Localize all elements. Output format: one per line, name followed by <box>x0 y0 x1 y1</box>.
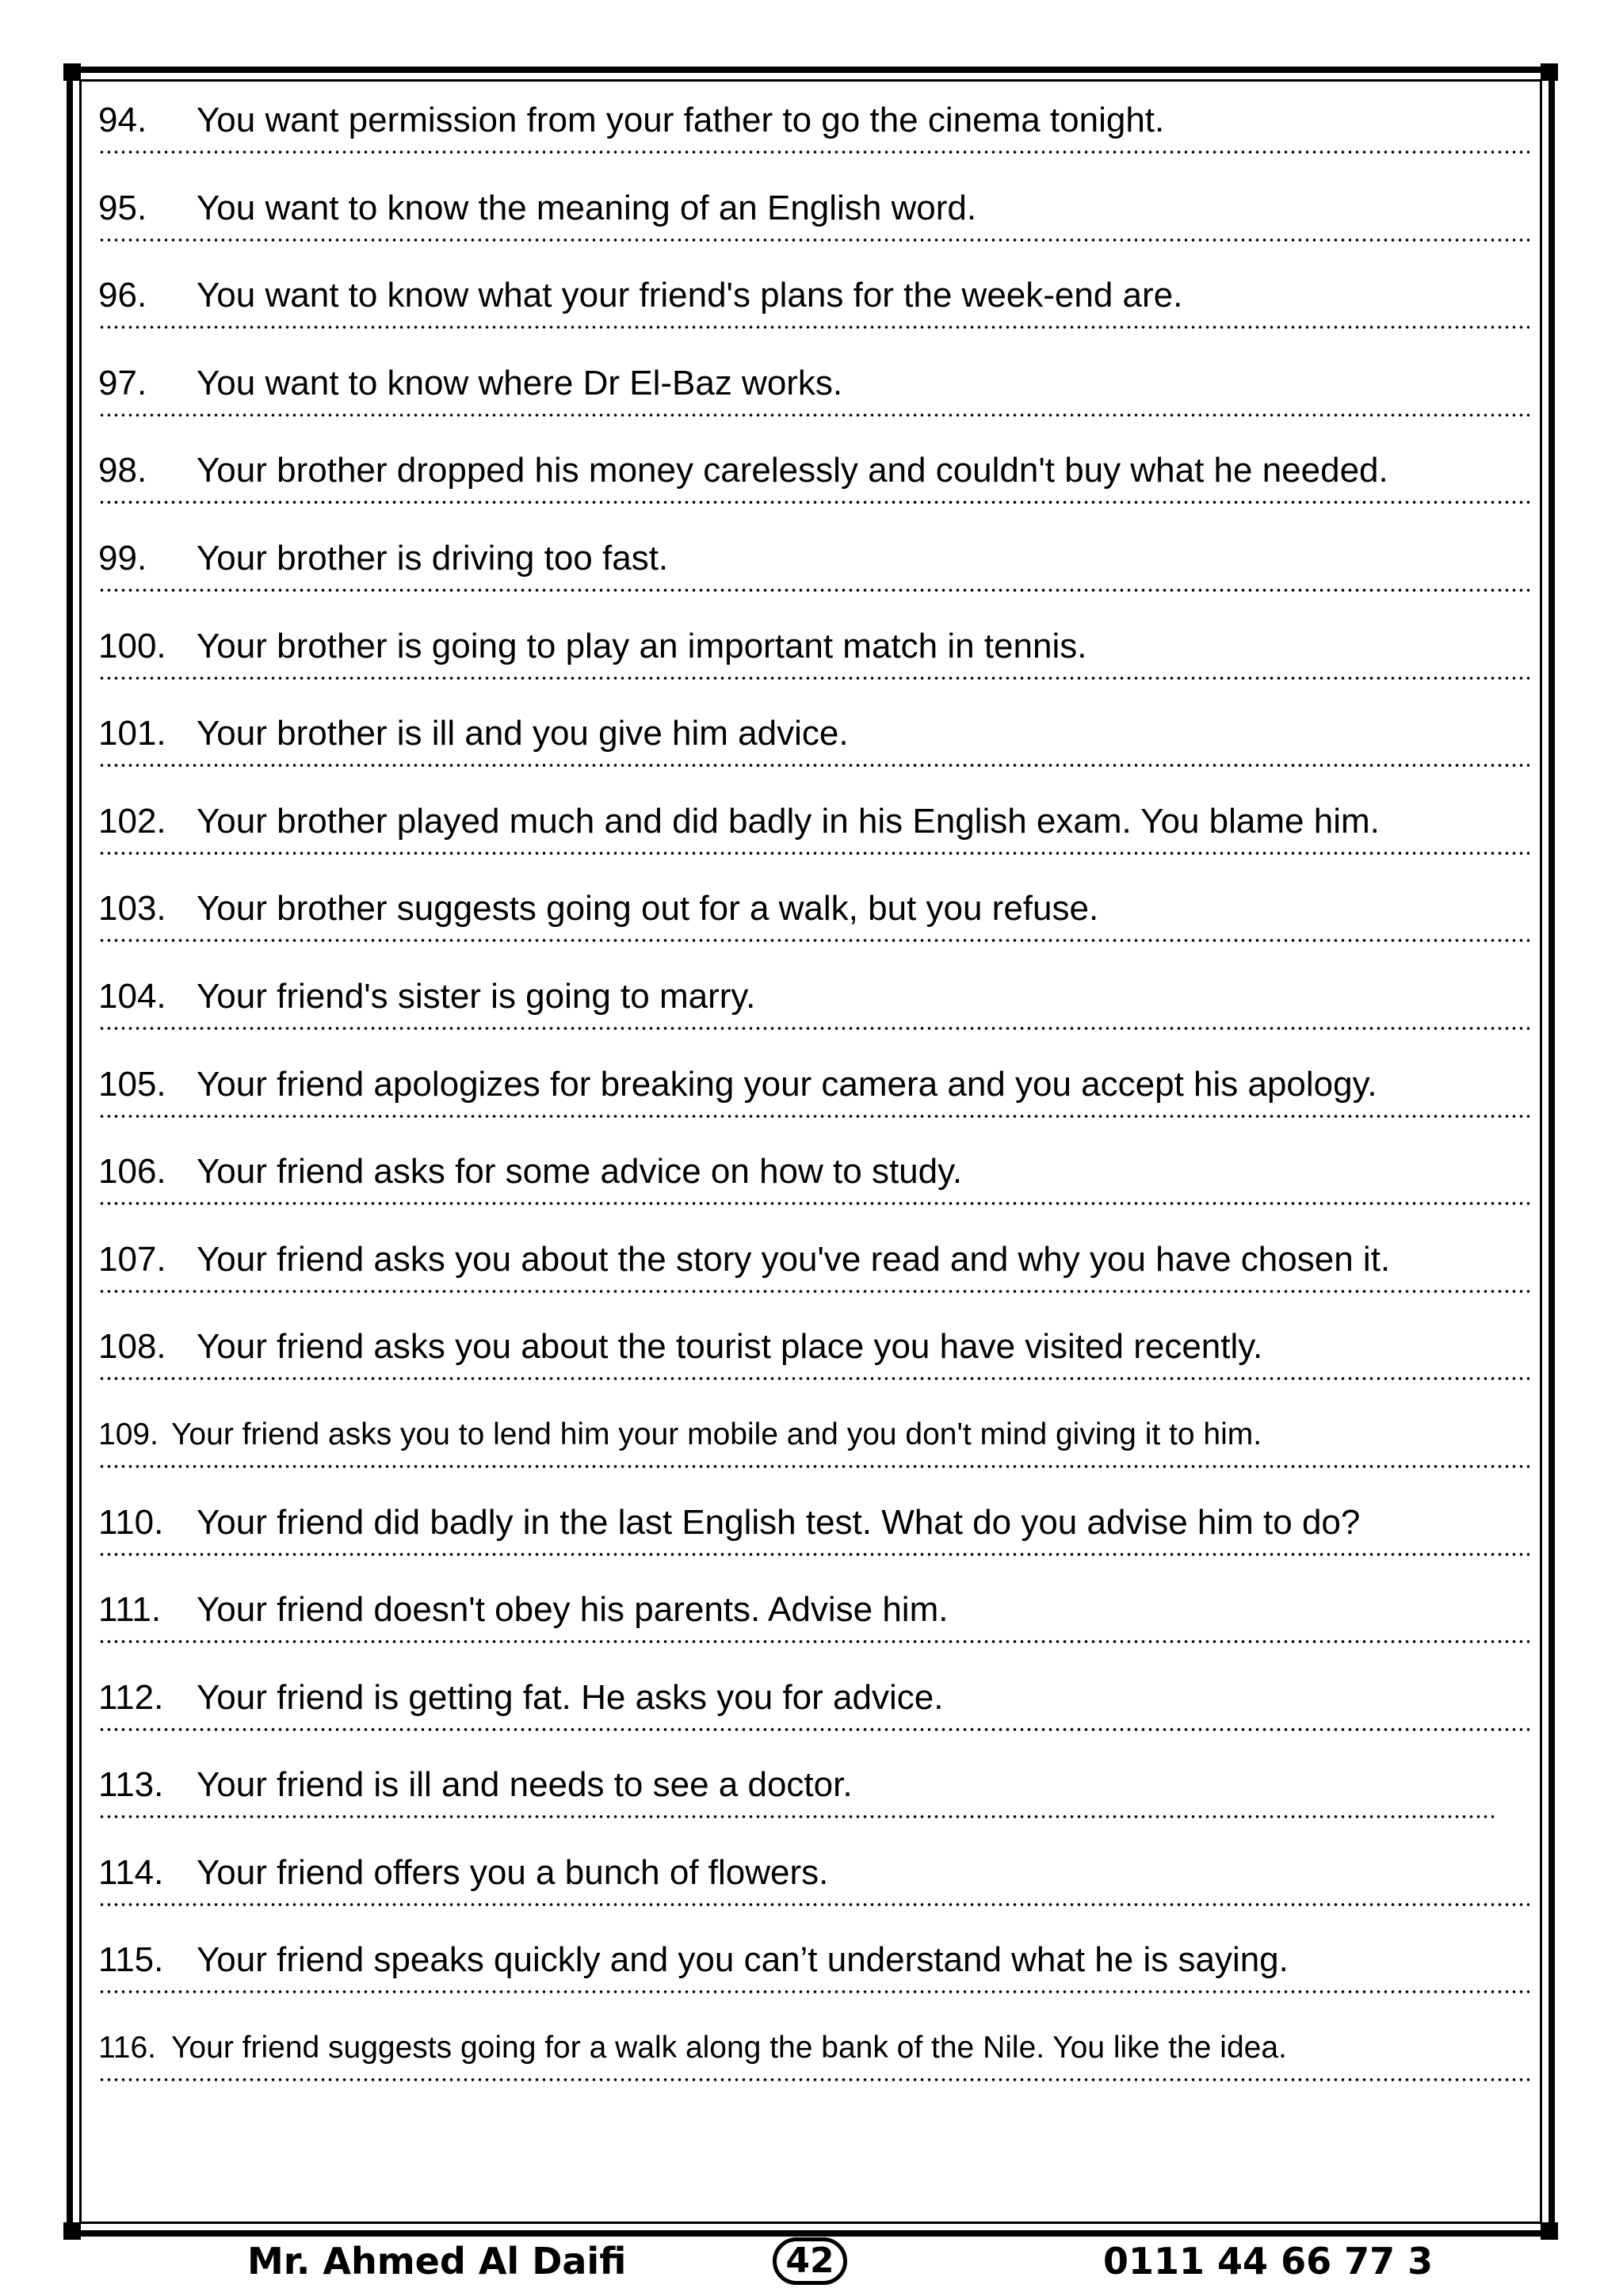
answer-line[interactable] <box>98 414 1529 417</box>
question-number: 104. <box>98 976 166 1016</box>
question-item <box>98 1846 1529 1934</box>
question-item <box>98 620 1529 707</box>
question-text: Your friend apologizes for breaking your camera and you accept his apology. <box>197 1064 1377 1104</box>
answer-line[interactable] <box>98 1027 1529 1030</box>
border-corner <box>1541 2222 1558 2240</box>
question-text: Your friend is getting fat. He asks you for advice. <box>197 1677 944 1717</box>
question-item <box>98 93 1529 181</box>
question-item <box>98 1583 1529 1671</box>
answer-line[interactable] <box>98 2078 1529 2081</box>
question-text: Your brother played much and did badly in his English exam. You blame him. <box>197 801 1380 841</box>
question-item <box>98 1320 1529 1408</box>
answer-line[interactable] <box>98 1115 1529 1118</box>
question-number: 113. <box>98 1765 164 1805</box>
answer-line[interactable] <box>98 1202 1529 1205</box>
author-name: Mr. Ahmed Al Daifi <box>247 2240 627 2283</box>
question-number: 112. <box>98 1677 164 1717</box>
question-text: Your friend asks you to lend him your mobile and you don't mind giving it to him. <box>171 1417 1262 1451</box>
question-item <box>98 1145 1529 1233</box>
question-number: 99. <box>98 538 147 578</box>
question-number: 111. <box>98 1590 162 1630</box>
answer-line[interactable] <box>98 589 1529 592</box>
answer-line[interactable] <box>98 326 1529 329</box>
question-number: 94. <box>98 101 147 139</box>
question-text: You want to know where Dr El-Baz works. <box>197 363 843 402</box>
answer-line[interactable] <box>98 677 1529 680</box>
answer-line[interactable] <box>98 1553 1529 1556</box>
question-text: Your friend asks for some advice on how to study. <box>197 1152 963 1192</box>
question-item <box>98 269 1529 357</box>
question-text: Your friend is ill and needs to see a doctor. <box>197 1765 853 1805</box>
question-list <box>98 93 1529 2109</box>
question-number: 109. <box>98 1417 158 1451</box>
question-item <box>98 1233 1529 1321</box>
question-item <box>98 532 1529 620</box>
question-number: 107. <box>98 1239 166 1279</box>
question-number: 106. <box>98 1152 166 1192</box>
question-item <box>98 970 1529 1058</box>
question-text: Your friend doesn't obey his parents. Advise him. <box>197 1590 949 1630</box>
page-number-badge: 42 <box>773 2237 847 2285</box>
answer-line[interactable] <box>98 1990 1529 1993</box>
answer-line[interactable] <box>98 1465 1529 1468</box>
question-text: Your brother dropped his money carelessly and couldn't buy what he needed. <box>197 451 1388 490</box>
question-text: Your friend asks you about the story you've read and why you have chosen it. <box>197 1239 1391 1279</box>
answer-line[interactable] <box>98 1903 1529 1906</box>
answer-line[interactable] <box>98 764 1529 767</box>
page-footer <box>0 2239 1623 2286</box>
question-number: 103. <box>98 889 166 929</box>
question-text: You want to know what your friend's plans for the week-end are. <box>197 276 1183 315</box>
question-text: Your friend asks you about the tourist place you have visited recently. <box>197 1327 1263 1367</box>
question-item <box>98 1758 1529 1846</box>
answer-line[interactable] <box>98 1728 1529 1731</box>
question-item <box>98 444 1529 532</box>
question-text: You want permission from your father to go the cinema tonight. <box>197 101 1165 139</box>
question-number: 108. <box>98 1327 166 1367</box>
question-text: Your friend speaks quickly and you can’t understand what he is saying. <box>197 1940 1289 1980</box>
border-corner <box>63 63 81 81</box>
question-number: 96. <box>98 276 147 315</box>
question-item <box>98 181 1529 269</box>
question-number: 105. <box>98 1064 166 1104</box>
question-text: Your friend did badly in the last English test. What do you advise him to do? <box>197 1502 1361 1542</box>
question-text: You want to know the meaning of an English word. <box>197 188 977 227</box>
question-item <box>98 882 1529 970</box>
question-item <box>98 1933 1529 2021</box>
question-number: 110. <box>98 1502 164 1542</box>
question-text: Your brother is driving too fast. <box>197 538 669 578</box>
question-item <box>98 795 1529 883</box>
question-number: 115. <box>98 1940 164 1980</box>
border-corner <box>1541 63 1558 81</box>
question-number: 98. <box>98 451 147 490</box>
question-number: 116. <box>98 2031 157 2065</box>
question-number: 97. <box>98 363 147 402</box>
answer-line[interactable] <box>98 1640 1529 1643</box>
answer-line[interactable] <box>98 852 1529 855</box>
question-item <box>98 707 1529 795</box>
answer-line[interactable] <box>98 238 1529 242</box>
question-item <box>98 1671 1529 1759</box>
answer-line[interactable] <box>98 151 1529 154</box>
question-number: 114. <box>98 1852 164 1892</box>
answer-line[interactable] <box>98 501 1529 504</box>
answer-line[interactable] <box>98 939 1529 942</box>
question-text: Your brother is ill and you give him advice. <box>197 714 849 753</box>
question-item <box>98 1496 1529 1584</box>
question-number: 100. <box>98 626 166 666</box>
question-text: Your friend offers you a bunch of flowers. <box>197 1852 829 1892</box>
question-number: 101. <box>98 714 166 753</box>
question-number: 102. <box>98 801 166 841</box>
answer-line[interactable] <box>98 1290 1529 1293</box>
answer-line[interactable] <box>98 1377 1529 1380</box>
question-text: Your brother is going to play an important match in tennis. <box>197 626 1087 666</box>
question-text: Your friend suggests going for a walk along the bank of the Nile. You like the idea. <box>171 2031 1287 2065</box>
question-item <box>98 1058 1529 1146</box>
border-corner <box>63 2222 81 2240</box>
question-text: Your friend's sister is going to marry. <box>197 976 756 1016</box>
question-text: Your brother suggests going out for a walk, but you refuse. <box>197 889 1099 929</box>
question-item <box>98 1408 1529 1496</box>
phone-number: 0111 44 66 77 3 <box>1103 2240 1434 2283</box>
answer-line[interactable] <box>98 1815 1498 1818</box>
question-item <box>98 357 1529 444</box>
question-item <box>98 2021 1529 2109</box>
question-number: 95. <box>98 188 147 227</box>
